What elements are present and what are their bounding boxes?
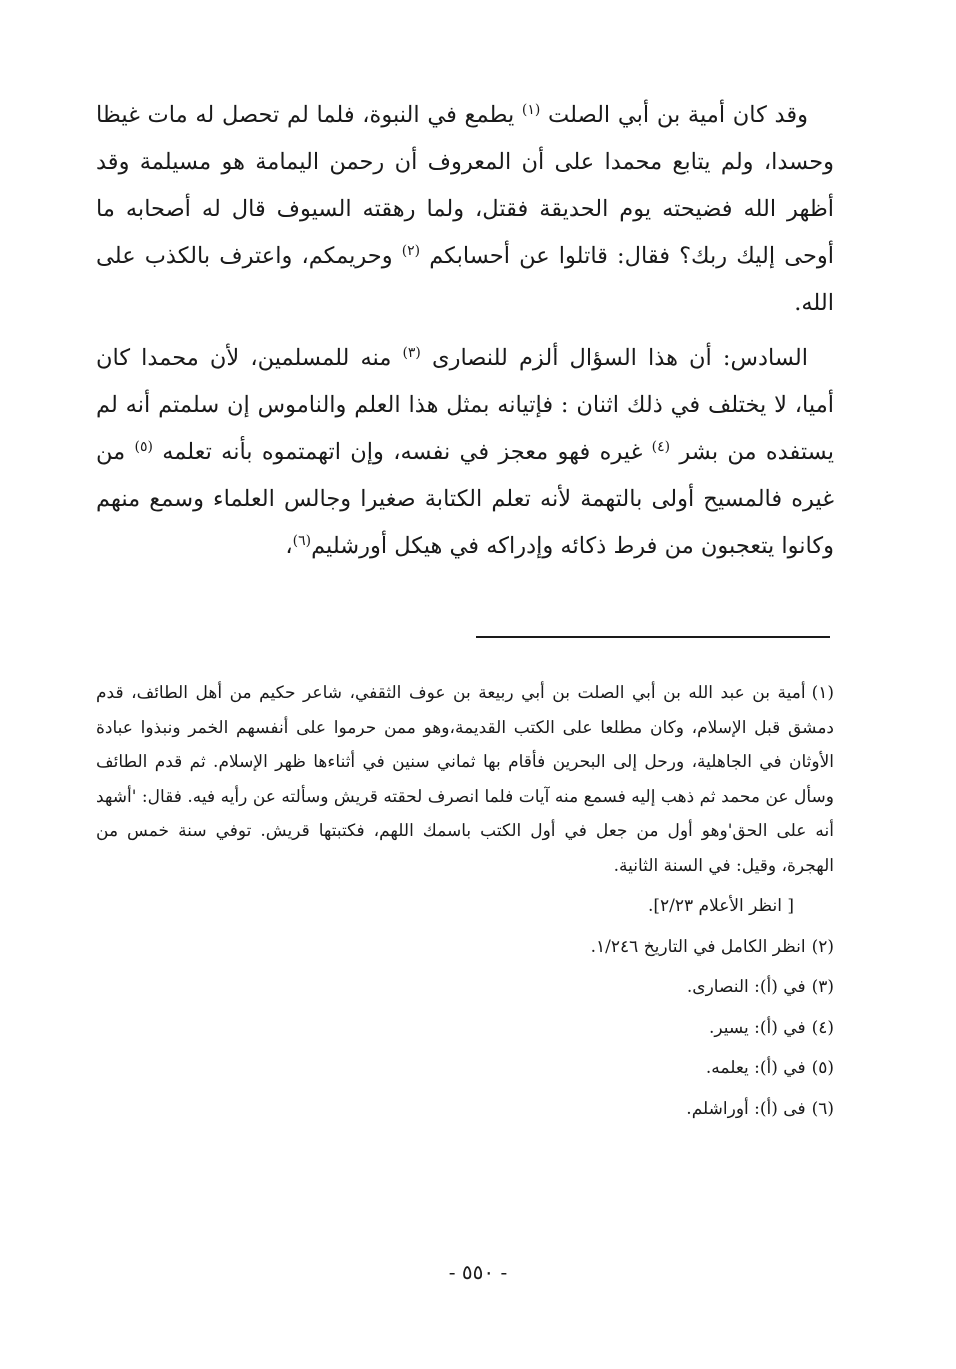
paragraph-1 [96,92,834,327]
footnote-number: (٢) [811,936,834,957]
footnote-ref-5[interactable]: (٥) [134,439,153,456]
footnote-6 [96,1092,834,1127]
text-segment: يطمع في النبوة، فلما لم تحصل له مات غيظا وحسدا، ولم يتابع محمدا على أن المعروف أن رحمن اليمامة هو مسيلمة وقد أظهر الله فضيحته يوم الحديقة فقتل، ولما رهقته السيوف قال له أصحابه ما أوحى إليك ربك؟ فقال: قاتلوا عن أحسابكم [96,102,835,269]
main-text [96,92,834,570]
text-segment: السادس: أن هذا السؤال ألزم للنصارى [420,345,808,371]
footnote-number: (٥) [811,1058,834,1078]
footnote-4 [96,1011,834,1046]
footnote-number: (٦) [811,1098,834,1119]
footnote-ref-1[interactable]: (١) [521,102,541,119]
footnote-ref-2[interactable]: (٢) [401,243,421,260]
text-segment: ، [285,533,293,559]
text-segment: وقد كان أمية بن أبي الصلت [540,102,808,128]
footnote-text: في (أ): يعلمه. [705,1058,806,1078]
footnote-2 [96,930,834,965]
footnote-text: فى (أ): أوراشلم. [686,1098,806,1119]
page-number: - ٥٥٠ - [448,1260,508,1284]
footnote-text: أمية بن عبد الله بن أبي الصلت بن أبي ربيعة بن عوف الثقفي، شاعر حكيم من أهل الطائف، قدم دمشق قبل الإسلام، وكان مطلعا على الكتب القديمة،وهو ممن حرموا على أنفسهم الخمر ونبذوا عبادة الأوثان في الجاهلية، ورحل إلى البحرين فأقام بها ثماني سنين في أثناءها ظهر الإسلام. ثم قدم الطائف وسأل عن محمد ثم ذهب إليه فسمع منه آيات فلما انصرف لحقته قريش وسألته عن رأيه فيه. فقال: 'أشهد أنه على الحق'وهو أول من جعل في أول الكتب باسمك اللهم، فكتبتها قريش. توفي سنة خمس من الهجرة، وقيل: في السنة الثانية. [96,683,834,876]
footnote-ref-4[interactable]: (٤) [651,439,671,456]
footnote-separator [476,636,830,638]
footnote-text: انظر الكامل في التاريخ ١/٢٤٦. [590,936,806,957]
footnotes [96,676,834,1132]
footnote-number: (٣) [811,977,834,997]
footnote-text: [ انظر الأعلام ٢/٢٣]. [647,896,794,916]
text-segment: من غيره فالمسيح أولى بالتهمة لأنه تعلم الكتابة صغيرا وجالس العلماء وسمع منهم وكانوا يتعجبون من فرط ذكائه وإدراكه في هيكل أورشليم [96,439,834,559]
footnote-5 [96,1051,834,1086]
footnote-text: في (أ): يسير. [708,1017,806,1038]
text-segment: منه للمسلمين، لأن محمدا كان أميا، لا يختلف في ذلك اثنان : فإتيانه بمثل هذا العلم والناموس إن سلمتم أنه لم يستفده من بشر [96,345,834,465]
footnote-ref-3[interactable]: (٣) [402,345,421,362]
footnote-3 [96,970,834,1005]
footnote-1 [96,676,834,883]
text-segment: غيره فهو معجز في نفسه، وإن اتهمتموه بأنه تعلمه [152,439,652,465]
footnote-number: (١) [811,683,834,703]
footnote-text: في (أ): النصارى. [686,977,806,997]
footnote-number: (٤) [811,1017,834,1038]
footnote-ref-6[interactable]: (٦) [292,533,312,550]
footnote-1-reference [96,889,834,924]
text-segment: وحريمكم، واعترف بالكذب على الله. [96,243,834,316]
paragraph-2 [96,335,834,570]
